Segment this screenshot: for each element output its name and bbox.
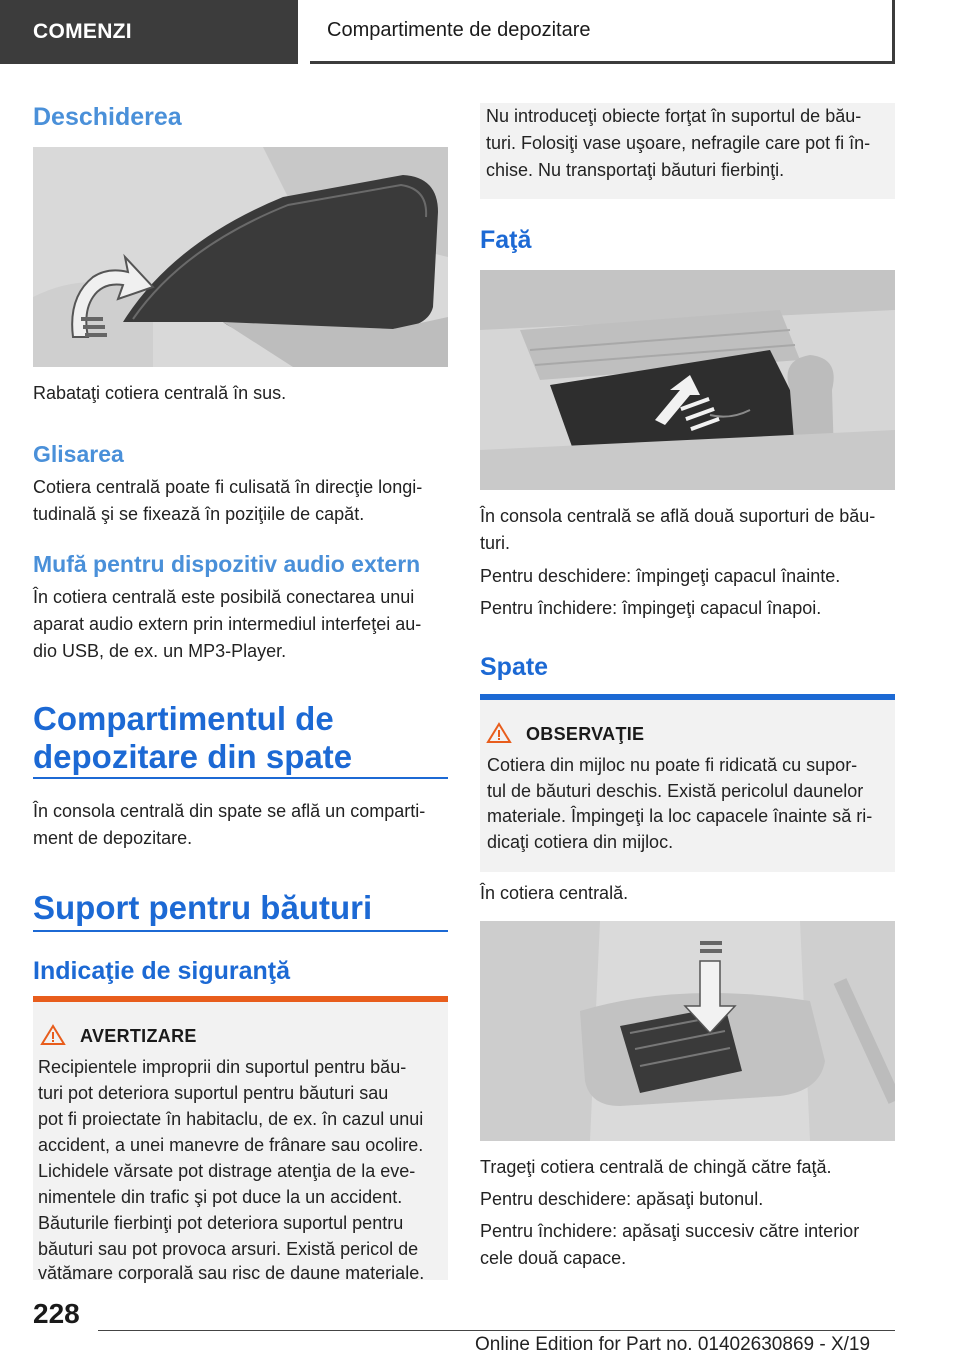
mufa-text-line-1: În cotiera centrală este posibilă conectarea unui xyxy=(33,587,415,607)
glisarea-heading: Glisarea xyxy=(33,441,124,467)
fata-text-line-1: În consola centrală se află două suporturi de bău- xyxy=(480,506,876,526)
warning-line-6: nimentele din trafic şi pot duce la un accident. xyxy=(38,1187,403,1207)
deschiderea-caption: Rabataţi cotiera centrală în sus. xyxy=(33,383,287,403)
warning-line-7: Băuturile fierbinţi pot deteriora suportul pentru xyxy=(38,1213,404,1233)
warning-line-2: turi pot deteriora suportul pentru băuturi sau xyxy=(38,1083,389,1103)
section-title: Compartimente de depozitare xyxy=(310,0,895,64)
compartiment-heading-line-1: Compartimentul de xyxy=(33,700,334,737)
deschiderea-heading: Deschiderea xyxy=(33,103,182,131)
footer-rule xyxy=(98,1330,895,1331)
note-line-2: turi. Folosiţi vase uşoare, nefragile care pot fi în- xyxy=(486,133,871,153)
note-box xyxy=(480,103,895,199)
spate-close-instruction-line-2: cele două capace. xyxy=(480,1248,627,1268)
suport-heading: Suport pentru băuturi xyxy=(33,889,373,926)
spate-pull-instruction: Trageţi cotiera centrală de chingă către faţă. xyxy=(480,1157,832,1177)
indicatie-heading: Indicaţie de siguranţă xyxy=(33,957,291,985)
warning-label: AVERTIZARE xyxy=(80,1026,197,1046)
compartiment-heading-rule xyxy=(33,777,448,779)
warning-line-1: Recipientele improprii din suportul pentru bău- xyxy=(38,1057,407,1077)
caution-triangle-icon xyxy=(486,722,512,749)
rear-cupholder-illustration xyxy=(480,921,895,1141)
observatie-line-3: materiale. Împingeţi la loc capacele înainte să ri- xyxy=(487,806,873,826)
compartiment-text-line-2: ment de depozitare. xyxy=(33,828,193,848)
fata-heading: Faţă xyxy=(480,226,532,254)
fata-close-instruction: Pentru închidere: împingeţi capacul înapoi. xyxy=(480,598,822,618)
front-cupholder-illustration xyxy=(480,270,895,490)
edition-info: Online Edition for Part no. 01402630869 - X/19 xyxy=(475,1334,871,1355)
fata-text-line-2: turi. xyxy=(480,533,511,553)
chapter-tab: COMENZI xyxy=(0,0,298,64)
observatie-line-4: dicaţi cotiera din mijloc. xyxy=(487,832,674,852)
note-line-1: Nu introduceţi obiecte forţat în suportul de bău- xyxy=(486,106,862,126)
observatie-line-1: Cotiera din mijloc nu poate fi ridicată cu supor- xyxy=(487,755,858,775)
page-header xyxy=(0,0,960,66)
mufa-heading: Mufă pentru dispozitiv audio extern xyxy=(33,551,421,577)
warning-line-5: Lichidele vărsate pot distrage atenţia de la eve- xyxy=(38,1161,416,1181)
armrest-open-illustration xyxy=(33,147,448,367)
front-cupholder-figure xyxy=(480,270,895,490)
glisarea-text-line-1: Cotiera centrală poate fi culisată în direcţie longi- xyxy=(33,477,423,497)
mufa-text-line-3: dio USB, de ex. un MP3-Player. xyxy=(33,641,287,661)
suport-heading-rule xyxy=(33,930,448,932)
spate-heading: Spate xyxy=(480,653,549,681)
observatie-box xyxy=(480,700,895,872)
mufa-text-line-2: aparat audio extern prin intermediul interfeţei au- xyxy=(33,614,422,634)
warning-line-4: accident, a unei manevre de frânare sau ocolire. xyxy=(38,1135,424,1155)
spate-location: În cotiera centrală. xyxy=(480,883,629,903)
rear-cupholder-figure xyxy=(480,921,895,1141)
spate-open-instruction: Pentru deschidere: apăsaţi butonul. xyxy=(480,1189,764,1209)
warning-line-3: pot fi proiectate în habitaclu, de ex. în cazul unui xyxy=(38,1109,424,1129)
warning-line-8: băuturi sau pot provoca arsuri. Există pericol de xyxy=(38,1239,419,1259)
note-line-3: chise. Nu transportaţi băuturi fierbinţi. xyxy=(486,160,785,180)
spate-close-instruction-line-1: Pentru închidere: apăsaţi succesiv către interior xyxy=(480,1221,860,1241)
observatie-line-2: tul de băuturi deschis. Există pericolul daunelor xyxy=(487,781,864,801)
compartiment-heading-line-2: depozitare din spate xyxy=(33,738,353,775)
fata-open-instruction: Pentru deschidere: împingeţi capacul înainte. xyxy=(480,566,841,586)
glisarea-text-line-2: tudinală şi se fixează în poziţiile de capăt. xyxy=(33,504,365,524)
warning-line-9: vătămare corporală sau risc de daune materiale. xyxy=(38,1263,425,1283)
armrest-open-figure xyxy=(33,147,448,367)
warning-triangle-icon xyxy=(40,1024,66,1051)
observatie-label: OBSERVAŢIE xyxy=(526,724,645,744)
warning-box xyxy=(33,1002,448,1283)
page-number: 228 xyxy=(33,1298,80,1329)
compartiment-text-line-1: În consola centrală din spate se află un comparti- xyxy=(33,801,426,821)
